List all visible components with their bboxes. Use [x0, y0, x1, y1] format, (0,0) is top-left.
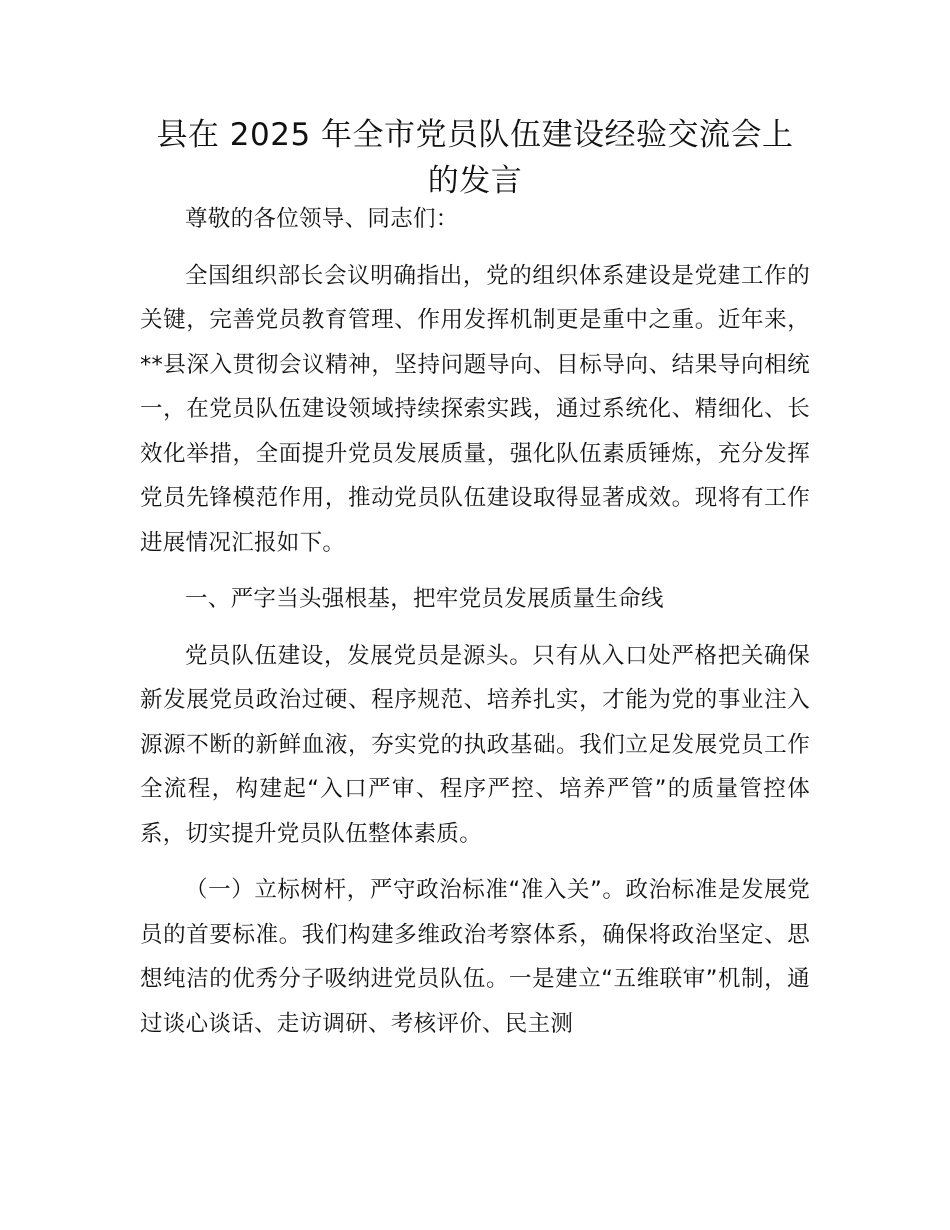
title-line-2: 的发言 — [427, 163, 523, 199]
section-heading-1: 一、严字当头强根基，把牢党员发展质量生命线 — [185, 586, 664, 612]
document-title — [140, 112, 810, 204]
document-body — [140, 197, 810, 1058]
title-line-1: 县在 2025 年全市党员队伍建设经验交流会上 — [156, 117, 794, 153]
paragraph-subsection-1: （一）立标树杆，严守政治标准“准入关”。政治标准是发展党员的首要标准。我们构建多维政治考察体系，确保将政治坚定、思想纯洁的优秀分子吸纳进党员队伍。一是建立“五维联审”机制，通过谈心谈话、走访调研、考核评价、民主测 — [140, 877, 810, 1037]
greeting: 尊敬的各位领导、同志们： — [185, 206, 459, 232]
paragraph-intro: 全国组织部长会议明确指出，党的组织体系建设是党建工作的关键，完善党员教育管理、作用发挥机制更是重中之重。近年来，**县深入贯彻会议精神，坚持问题导向、目标导向、结果导向相统一，在党员队伍建设领域持续探索实践，通过系统化、精细化、长效化举措，全面提升党员发展质量，强化队伍素质锤炼，充分发挥党员先锋模范作用，推动党员队伍建设取得显著成效。现将有工作进展情况汇报如下。 — [140, 262, 810, 556]
paragraph-section-1: 党员队伍建设，发展党员是源头。只有从入口处严格把关确保新发展党员政治过硬、程序规范、培养扎实，才能为党的事业注入源源不断的新鲜血液，夯实党的执政基础。我们立足发展党员工作全流程，构建起“入口严审、程序严控、培养严管”的质量管控体系，切实提升党员队伍整体素质。 — [140, 642, 810, 847]
